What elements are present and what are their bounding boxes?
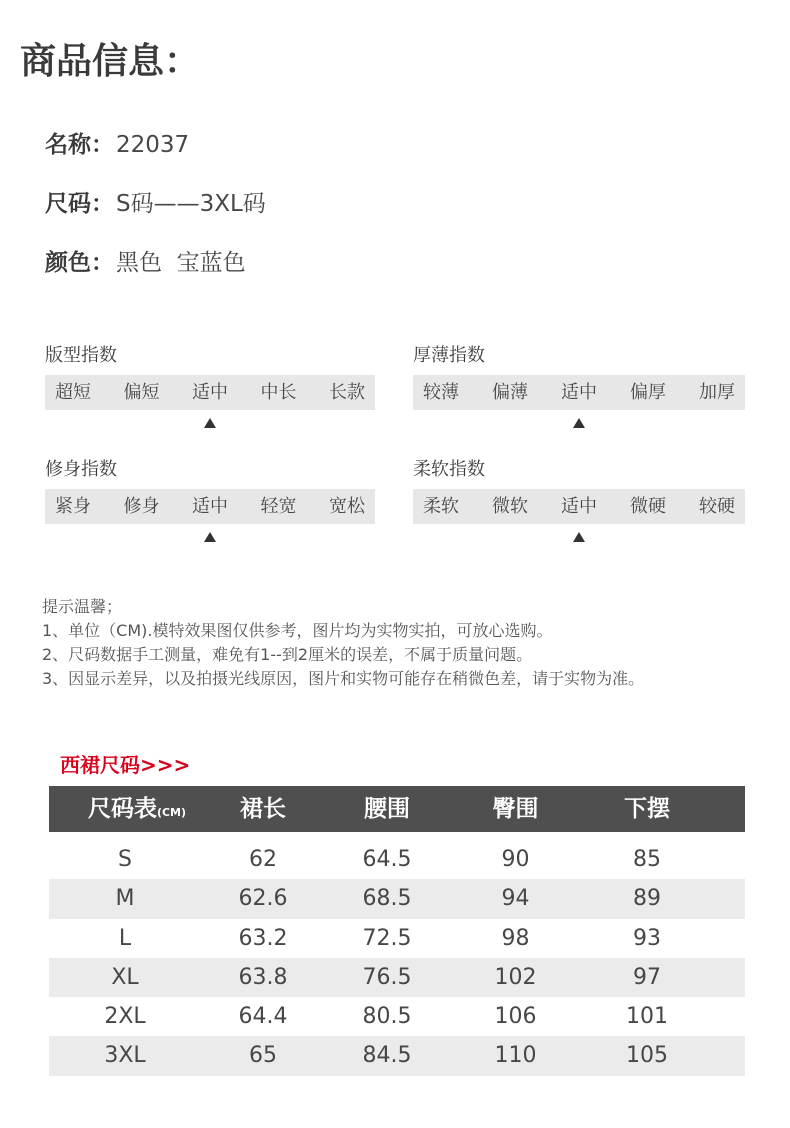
header-skirt-length: 裙长 bbox=[240, 796, 286, 822]
index-option-label: 适中 bbox=[561, 496, 597, 517]
header-hem: 下摆 bbox=[624, 796, 670, 822]
measurement-cell: 94 bbox=[501, 886, 530, 912]
measurement-cell: 110 bbox=[494, 1043, 537, 1069]
index-block-3 bbox=[45, 460, 375, 574]
info-row-size bbox=[45, 187, 266, 246]
note-line-2: 2、尺码数据手工测量，难免有1--到2厘米的误差，不属于质量问题。 bbox=[42, 645, 533, 664]
header-size-label bbox=[49, 786, 201, 836]
size-cell: L bbox=[118, 925, 132, 951]
size-cell: S bbox=[118, 847, 132, 872]
index-option bbox=[261, 489, 297, 524]
measurement-cell: 76.5 bbox=[362, 964, 412, 990]
header-unit: (CM) bbox=[156, 806, 187, 819]
header-waist: 腰围 bbox=[364, 796, 410, 822]
index-option-label: 柔软 bbox=[423, 496, 459, 517]
index-option-label: 修身 bbox=[123, 496, 160, 517]
index-option bbox=[561, 489, 597, 524]
index-option-label: 宽松 bbox=[329, 496, 365, 517]
index-option bbox=[423, 375, 459, 410]
index-option bbox=[192, 375, 228, 410]
table-row bbox=[49, 840, 745, 879]
info-value-color: 黑色 宝蓝色 bbox=[116, 250, 246, 276]
index-option-label: 适中 bbox=[192, 496, 228, 517]
measurement-cell: 72.5 bbox=[362, 925, 412, 951]
measurement-cell: 63.8 bbox=[238, 964, 288, 990]
index-option-label: 微硬 bbox=[630, 496, 666, 517]
index-title: 版型指数 bbox=[45, 345, 117, 366]
info-value-name: 22037 bbox=[116, 132, 190, 158]
index-option bbox=[329, 489, 365, 524]
measurement-cell: 65 bbox=[249, 1043, 277, 1069]
index-title: 柔软指数 bbox=[413, 459, 485, 480]
index-option bbox=[630, 375, 666, 410]
index-option-label: 偏短 bbox=[123, 382, 160, 403]
index-option-label: 较硬 bbox=[699, 496, 735, 517]
info-label-color: 颜色： bbox=[45, 250, 114, 276]
measurement-cell: 84.5 bbox=[362, 1043, 412, 1069]
measurement-cell: 63.2 bbox=[238, 925, 288, 951]
index-option bbox=[192, 489, 228, 524]
index-option bbox=[561, 375, 597, 410]
measurement-cell: 80.5 bbox=[362, 1004, 412, 1030]
product-info bbox=[45, 128, 266, 305]
index-option-label: 加厚 bbox=[699, 382, 735, 403]
info-value-size: S码——3XL码 bbox=[116, 191, 266, 217]
measurement-cell: 90 bbox=[501, 847, 530, 872]
index-option bbox=[699, 489, 735, 524]
index-option bbox=[124, 489, 160, 524]
index-option bbox=[630, 489, 666, 524]
index-option-label: 适中 bbox=[561, 382, 597, 403]
index-option-label: 紧身 bbox=[55, 496, 91, 517]
index-title: 修身指数 bbox=[45, 459, 117, 480]
measurement-cell: 68.5 bbox=[362, 886, 412, 912]
table-row bbox=[49, 879, 745, 918]
index-section bbox=[45, 346, 745, 574]
notes bbox=[42, 595, 644, 691]
size-table bbox=[49, 786, 745, 1076]
index-option-label: 较薄 bbox=[423, 382, 459, 403]
index-option bbox=[329, 375, 365, 410]
index-option bbox=[699, 375, 735, 410]
table-row bbox=[49, 1036, 745, 1075]
triangle-up-icon bbox=[204, 532, 216, 542]
header-hip: 臀围 bbox=[492, 796, 539, 822]
index-scale-bar bbox=[45, 489, 375, 524]
measurement-cell: 85 bbox=[633, 847, 661, 872]
index-option bbox=[492, 375, 528, 410]
measurement-cell: 62.6 bbox=[238, 886, 288, 912]
index-option bbox=[55, 375, 91, 410]
size-table-header bbox=[49, 786, 745, 832]
index-option bbox=[423, 489, 459, 524]
measurement-cell: 105 bbox=[626, 1043, 668, 1069]
measurement-cell: 62 bbox=[249, 847, 277, 872]
table-row bbox=[49, 919, 745, 958]
index-option bbox=[492, 489, 528, 524]
notes-heading: 提示温馨； bbox=[42, 597, 123, 616]
measurement-cell: 102 bbox=[494, 964, 537, 990]
measurement-cell: 93 bbox=[633, 925, 661, 951]
index-option-label: 偏厚 bbox=[630, 382, 666, 403]
index-option bbox=[261, 375, 297, 410]
index-option-label: 中长 bbox=[260, 382, 297, 403]
index-option-label: 长款 bbox=[329, 382, 365, 403]
note-line-1: 1、单位（CM).模特效果图仅供参考，图片均为实物实拍，可放心选购。 bbox=[42, 621, 553, 640]
table-row bbox=[49, 958, 745, 997]
note-line-3: 3、因显示差异，以及拍摄光线原因，图片和实物可能存在稍微色差，请于实物为准。 bbox=[42, 669, 645, 688]
page-title: 商品信息： bbox=[20, 41, 201, 82]
measurement-cell: 89 bbox=[633, 886, 661, 912]
index-option bbox=[55, 489, 91, 524]
index-block-1 bbox=[45, 346, 375, 460]
measurement-cell: 64.5 bbox=[362, 847, 412, 872]
size-table-body bbox=[49, 840, 745, 1076]
size-cell: M bbox=[115, 886, 135, 912]
info-row-name bbox=[45, 128, 266, 187]
index-scale-bar bbox=[413, 375, 745, 410]
size-cell: 3XL bbox=[104, 1043, 146, 1069]
index-scale-bar bbox=[45, 375, 375, 410]
index-block-4 bbox=[413, 460, 745, 574]
measurement-cell: 64.4 bbox=[238, 1004, 288, 1030]
measurement-cell: 97 bbox=[633, 964, 661, 990]
triangle-up-icon bbox=[204, 418, 216, 428]
info-row-color bbox=[45, 246, 266, 305]
index-title: 厚薄指数 bbox=[413, 345, 485, 366]
index-option-label: 微软 bbox=[492, 496, 528, 517]
measurement-cell: 106 bbox=[494, 1004, 537, 1030]
info-label-size: 尺码： bbox=[45, 191, 114, 217]
index-scale-bar bbox=[413, 489, 745, 524]
info-label-name: 名称： bbox=[45, 132, 114, 158]
index-block-2 bbox=[413, 346, 745, 460]
index-option-label: 超短 bbox=[55, 382, 91, 403]
size-cell: XL bbox=[111, 964, 139, 990]
size-chart-title: 西裙尺码>>> bbox=[60, 753, 191, 777]
size-cell: 2XL bbox=[104, 1004, 146, 1030]
index-option-label: 适中 bbox=[192, 382, 228, 403]
index-option bbox=[124, 375, 160, 410]
measurement-cell: 101 bbox=[626, 1004, 668, 1030]
triangle-up-icon bbox=[573, 418, 585, 428]
triangle-up-icon bbox=[573, 532, 585, 542]
index-option-label: 轻宽 bbox=[260, 496, 297, 517]
header-size-label-text: 尺码表 bbox=[87, 796, 157, 822]
table-row bbox=[49, 997, 745, 1036]
measurement-cell: 98 bbox=[501, 925, 530, 951]
index-option-label: 偏薄 bbox=[492, 382, 528, 403]
